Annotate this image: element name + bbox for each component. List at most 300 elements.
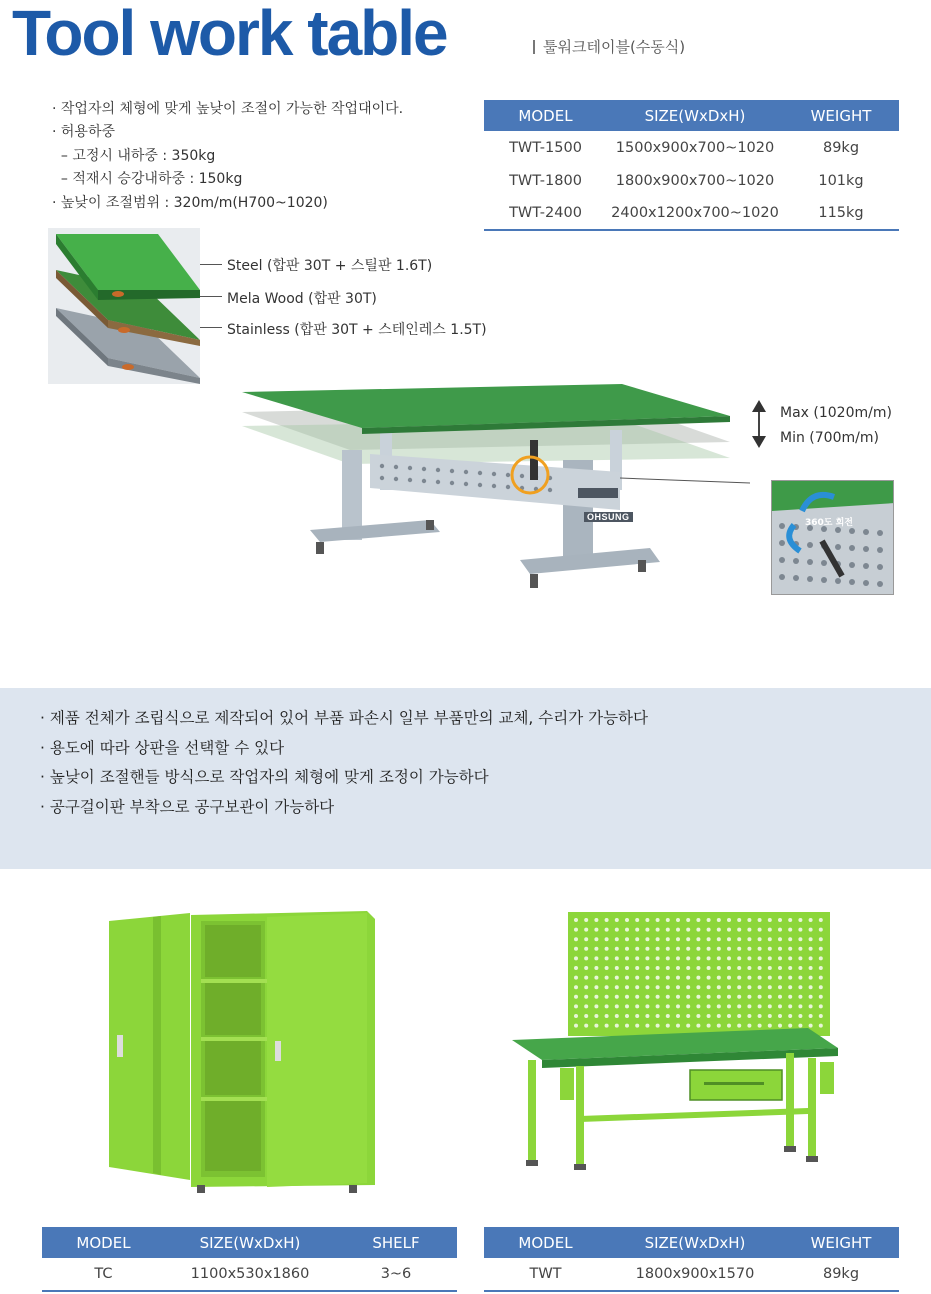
- pegboard-hole: [594, 937, 598, 941]
- pegboard-hole: [737, 928, 741, 932]
- pegboard-hole: [656, 1014, 660, 1018]
- table-cell: TWT-1800: [509, 172, 582, 189]
- pegboard-hole: [809, 1024, 813, 1028]
- pegboard-hole: [645, 995, 649, 999]
- pegboard-hole: [696, 937, 700, 941]
- pegboard-hole: [696, 985, 700, 989]
- pegboard-hole: [615, 937, 619, 941]
- pegboard-hole: [584, 976, 588, 980]
- leader-line: [200, 327, 222, 328]
- pegboard-hole: [798, 985, 802, 989]
- pegboard-hole: [758, 956, 762, 960]
- table-cell: 1800x900x700~1020: [615, 172, 775, 189]
- pegboard-hole: [686, 937, 690, 941]
- pegboard-hole: [635, 1014, 639, 1018]
- pegboard-hole: [605, 947, 609, 951]
- pegboard-hole: [788, 947, 792, 951]
- pegboard-hole: [656, 1024, 660, 1028]
- pegboard-hole: [737, 937, 741, 941]
- pegboard-hole: [584, 956, 588, 960]
- pegboard-hole: [696, 976, 700, 980]
- pegboard-hole: [635, 1024, 639, 1028]
- pegboard-hole: [594, 1014, 598, 1018]
- pegboard-hole: [788, 966, 792, 970]
- pegboard-hole: [696, 956, 700, 960]
- feature-item: – 고정시 내하중 : 350kg: [52, 147, 216, 164]
- pegboard-hole: [819, 976, 823, 980]
- pegboard-hole: [645, 947, 649, 951]
- pegboard-hole: [717, 966, 721, 970]
- pegboard-hole: [788, 985, 792, 989]
- pegboard-hole: [778, 918, 782, 922]
- pegboard-hole: [625, 937, 629, 941]
- pegboard-hole: [747, 1014, 751, 1018]
- pegboard-hole: [686, 1024, 690, 1028]
- pegboard-hole: [574, 956, 578, 960]
- pegboard-hole: [727, 995, 731, 999]
- pegboard-hole: [676, 928, 680, 932]
- pegboard-hole: [798, 1014, 802, 1018]
- pegboard-hole: [768, 1014, 772, 1018]
- pegboard-hole: [778, 995, 782, 999]
- pegboard-hole: [707, 1014, 711, 1018]
- pegboard-hole: [747, 966, 751, 970]
- pegboard-hole: [758, 1024, 762, 1028]
- pegboard-hole: [584, 928, 588, 932]
- pegboard-hole: [645, 937, 649, 941]
- table-cell: TWT: [484, 1258, 607, 1291]
- pegboard-hole: [625, 947, 629, 951]
- pegboard-hole: [727, 1024, 731, 1028]
- pegboard-hole: [707, 947, 711, 951]
- pegboard-hole: [758, 928, 762, 932]
- pegboard-hole: [656, 966, 660, 970]
- pegboard-hole: [798, 976, 802, 980]
- handle-detail-image: [771, 480, 894, 595]
- pegboard-hole: [666, 918, 670, 922]
- pegboard-hole: [778, 976, 782, 980]
- pegboard-hole: [809, 956, 813, 960]
- pegboard-hole: [737, 947, 741, 951]
- pegboard-hole: [758, 985, 762, 989]
- table-row: [484, 1258, 899, 1291]
- pegboard-hole: [798, 995, 802, 999]
- pegboard-hole: [768, 966, 772, 970]
- pegboard-hole: [625, 966, 629, 970]
- feature-list: [52, 98, 403, 215]
- pegboard-hole: [768, 1004, 772, 1008]
- subtitle-text: 툴워크테이블(수동식): [543, 38, 686, 56]
- pegboard-hole: [656, 995, 660, 999]
- pegboard-hole: [758, 976, 762, 980]
- pegboard-hole: [778, 1014, 782, 1018]
- pegboard-hole: [798, 956, 802, 960]
- pegboard-hole: [727, 918, 731, 922]
- pegboard-hole: [635, 928, 639, 932]
- pegboard-workbench-illustration: [508, 908, 848, 1173]
- pegboard-hole: [707, 918, 711, 922]
- table-cell: 101kg: [818, 172, 864, 189]
- pegboard-hole: [686, 1014, 690, 1018]
- pegboard-hole: [676, 1014, 680, 1018]
- pegboard-hole: [809, 947, 813, 951]
- brand-plate: OHSUNG: [584, 512, 633, 522]
- column-header: SIZE(WxDxH): [607, 1227, 783, 1258]
- pegboard-hole: [768, 918, 772, 922]
- pegboard-hole: [737, 1004, 741, 1008]
- pegboard-hole: [819, 1004, 823, 1008]
- pegboard-hole: [686, 976, 690, 980]
- pegboard-hole: [737, 966, 741, 970]
- pegboard-hole: [778, 1004, 782, 1008]
- pegboard-hole: [809, 1014, 813, 1018]
- column-header: MODEL: [484, 1227, 607, 1258]
- pegboard-hole: [768, 956, 772, 960]
- pegboard-hole: [615, 1014, 619, 1018]
- pegboard-hole: [686, 956, 690, 960]
- pegboard-hole: [615, 1024, 619, 1028]
- pegboard-hole: [768, 985, 772, 989]
- pegboard-hole: [696, 966, 700, 970]
- pegboard-hole: [645, 928, 649, 932]
- pegboard-hole: [666, 966, 670, 970]
- pegboard-hole: [645, 985, 649, 989]
- leader-line: [200, 296, 222, 297]
- column-header: WEIGHT: [783, 100, 899, 131]
- pegboard-hole: [676, 947, 680, 951]
- column-header: SIZE(WxDxH): [165, 1227, 335, 1258]
- pegboard-hole: [635, 1004, 639, 1008]
- table-row: [484, 164, 899, 197]
- pegboard-hole: [574, 976, 578, 980]
- pegboard-hole: [819, 966, 823, 970]
- page-subtitle: [533, 36, 685, 57]
- pegboard-hole: [696, 928, 700, 932]
- pegboard-hole: [615, 995, 619, 999]
- benefit-item: · 제품 전체가 조립식으로 제작되어 있어 부품 파손시 일부 부품만의 교체, 수리가 가능하다: [40, 709, 649, 727]
- pegboard-hole: [758, 1004, 762, 1008]
- pegboard-hole: [798, 947, 802, 951]
- pegboard-hole: [727, 928, 731, 932]
- pegboard-hole: [605, 1024, 609, 1028]
- table-cell: 89kg: [822, 139, 860, 156]
- pegboard-hole: [819, 928, 823, 932]
- pegboard-hole: [727, 985, 731, 989]
- benefit-item: · 공구걸이판 부착으로 공구보관이 가능하다: [40, 797, 335, 816]
- pegboard-hole: [798, 1004, 802, 1008]
- pegboard-hole: [727, 956, 731, 960]
- pegboard-hole: [768, 976, 772, 980]
- pegboard-hole: [798, 918, 802, 922]
- pegboard-hole: [747, 937, 751, 941]
- bench-spec-table: [484, 1227, 899, 1292]
- pegboard-hole: [758, 966, 762, 970]
- pegboard-hole: [788, 918, 792, 922]
- pegboard-hole: [615, 976, 619, 980]
- pegboard-hole: [594, 995, 598, 999]
- pegboard-hole: [584, 995, 588, 999]
- layer-label-stainless: Stainless (합판 30T + 스테인레스 1.5T): [227, 322, 487, 338]
- pegboard-hole: [809, 966, 813, 970]
- pegboard-hole: [686, 947, 690, 951]
- pegboard-hole: [625, 1024, 629, 1028]
- pegboard-hole: [584, 1004, 588, 1008]
- pegboard-hole: [758, 995, 762, 999]
- pegboard-hole: [819, 1014, 823, 1018]
- pegboard-hole: [737, 976, 741, 980]
- pegboard-hole: [676, 1004, 680, 1008]
- pegboard-hole: [819, 937, 823, 941]
- pegboard-hole: [696, 995, 700, 999]
- pegboard-hole: [686, 995, 690, 999]
- pegboard-hole: [645, 1024, 649, 1028]
- pegboard-hole: [727, 1004, 731, 1008]
- pegboard-hole: [768, 937, 772, 941]
- pegboard-hole: [758, 947, 762, 951]
- layer-label-steel: Steel (합판 30T + 스틸판 1.6T): [227, 258, 433, 274]
- pegboard-hole: [686, 966, 690, 970]
- pegboard-hole: [788, 928, 792, 932]
- pegboard-hole: [615, 966, 619, 970]
- pegboard-hole: [594, 985, 598, 989]
- pegboard-hole: [635, 995, 639, 999]
- pegboard-hole: [778, 956, 782, 960]
- tool-cabinet-illustration: [105, 905, 380, 1200]
- pegboard-hole: [584, 918, 588, 922]
- pegboard-hole: [656, 947, 660, 951]
- pegboard-hole: [594, 1024, 598, 1028]
- pegboard-hole: [676, 985, 680, 989]
- pegboard-hole: [625, 995, 629, 999]
- pegboard-hole: [666, 976, 670, 980]
- table-cell: 115kg: [783, 197, 899, 230]
- feature-item: · 허용하중: [52, 124, 115, 141]
- pegboard-hole: [605, 976, 609, 980]
- pegboard-hole: [574, 928, 578, 932]
- pegboard-hole: [768, 947, 772, 951]
- pegboard-hole: [717, 918, 721, 922]
- pegboard-hole: [594, 966, 598, 970]
- pegboard-hole: [819, 947, 823, 951]
- handle-detail-illustration: [772, 481, 894, 595]
- pegboard-hole: [696, 1024, 700, 1028]
- pegboard-hole: [819, 995, 823, 999]
- pegboard-hole: [798, 928, 802, 932]
- pegboard-hole: [686, 928, 690, 932]
- pegboard-hole: [574, 937, 578, 941]
- pegboard-hole: [717, 995, 721, 999]
- pegboard-hole: [727, 937, 731, 941]
- pegboard-hole: [676, 918, 680, 922]
- pegboard-hole: [778, 937, 782, 941]
- pegboard-hole: [717, 1004, 721, 1008]
- pegboard-hole: [778, 947, 782, 951]
- pegboard-hole: [615, 928, 619, 932]
- pegboard-hole: [635, 976, 639, 980]
- pegboard-hole: [809, 995, 813, 999]
- pegboard-hole: [686, 1004, 690, 1008]
- pegboard-hole: [737, 985, 741, 989]
- column-header: MODEL: [42, 1227, 165, 1258]
- pegboard-hole: [656, 1004, 660, 1008]
- table-row: [42, 1258, 457, 1291]
- pegboard-hole: [574, 1004, 578, 1008]
- pegboard-hole: [625, 918, 629, 922]
- pegboard-hole: [676, 976, 680, 980]
- pegboard-hole: [696, 1014, 700, 1018]
- arrow-down-icon: [752, 436, 766, 448]
- pegboard-hole: [574, 1014, 578, 1018]
- pegboard-hole: [605, 995, 609, 999]
- pegboard-hole: [625, 1004, 629, 1008]
- pegboard-hole: [747, 956, 751, 960]
- column-header: SHELF: [335, 1227, 457, 1258]
- pegboard-hole: [737, 1024, 741, 1028]
- pegboard-hole: [605, 1014, 609, 1018]
- pegboard-hole: [605, 956, 609, 960]
- pegboard-hole: [747, 918, 751, 922]
- pegboard-hole: [645, 1004, 649, 1008]
- pegboard-hole: [717, 947, 721, 951]
- pegboard-hole: [584, 985, 588, 989]
- pegboard-hole: [656, 956, 660, 960]
- pegboard-hole: [666, 1024, 670, 1028]
- pegboard-hole: [635, 918, 639, 922]
- pegboard-hole: [778, 928, 782, 932]
- pegboard-hole: [696, 947, 700, 951]
- pegboard-hole: [635, 985, 639, 989]
- benefit-item: · 높낮이 조절핸들 방식으로 작업자의 체형에 맞게 조정이 가능하다: [40, 768, 489, 786]
- rotation-label: 360도 회전: [805, 518, 854, 528]
- pegboard-hole: [707, 937, 711, 941]
- pegboard-hole: [707, 1004, 711, 1008]
- pegboard-hole: [768, 928, 772, 932]
- pegboard-hole: [696, 1004, 700, 1008]
- benefits-list: [40, 704, 648, 822]
- pegboard-hole: [666, 947, 670, 951]
- pegboard-hole: [615, 985, 619, 989]
- pegboard-hole: [696, 918, 700, 922]
- layer-label-mela-wood: Mela Wood (합판 30T): [227, 291, 377, 307]
- pegboard-hole: [666, 1014, 670, 1018]
- pegboard-hole: [645, 966, 649, 970]
- pegboard-hole: [625, 928, 629, 932]
- table-cell: TWT-1500: [509, 139, 582, 156]
- pegboard-hole: [788, 1014, 792, 1018]
- pegboard-hole: [707, 928, 711, 932]
- pegboard-hole: [798, 966, 802, 970]
- pegboard-hole: [584, 947, 588, 951]
- pegboard-hole: [717, 928, 721, 932]
- pegboard-hole: [819, 985, 823, 989]
- pegboard-hole: [676, 1024, 680, 1028]
- pegboard-hole: [747, 947, 751, 951]
- pegboard-hole: [809, 937, 813, 941]
- column-header: MODEL: [484, 100, 607, 131]
- pegboard-hole: [758, 918, 762, 922]
- pegboard-hole: [707, 966, 711, 970]
- pegboard-hole: [717, 956, 721, 960]
- pegboard-hole: [737, 995, 741, 999]
- pegboard-hole: [707, 1024, 711, 1028]
- pegboard-hole: [594, 976, 598, 980]
- pegboard-hole: [676, 937, 680, 941]
- pegboard-hole: [625, 1014, 629, 1018]
- pegboard-hole: [727, 947, 731, 951]
- pegboard-hole: [819, 1024, 823, 1028]
- pegboard-hole: [676, 995, 680, 999]
- pegboard-hole: [737, 1014, 741, 1018]
- pegboard-hole: [594, 918, 598, 922]
- pegboard-hole: [574, 985, 578, 989]
- pegboard-hole: [747, 1024, 751, 1028]
- pegboard-hole: [798, 937, 802, 941]
- spec-table: [484, 100, 899, 231]
- pegboard-hole: [768, 995, 772, 999]
- pegboard-hole: [656, 937, 660, 941]
- table-cell: TC: [42, 1258, 165, 1291]
- table-row: [484, 131, 899, 164]
- pegboard-hole: [809, 928, 813, 932]
- pegboard-hole: [605, 928, 609, 932]
- pegboard-hole: [666, 937, 670, 941]
- pegboard-hole: [666, 956, 670, 960]
- pegboard-hole: [819, 918, 823, 922]
- pegboard-hole: [788, 937, 792, 941]
- pegboard-hole: [594, 947, 598, 951]
- pegboard-hole: [778, 1024, 782, 1028]
- pegboard-hole: [645, 918, 649, 922]
- pegboard-hole: [686, 918, 690, 922]
- pegboard-hole: [635, 947, 639, 951]
- pegboard-hole: [574, 918, 578, 922]
- pegboard-hole: [666, 985, 670, 989]
- pegboard-hole: [707, 976, 711, 980]
- pegboard-hole: [584, 1014, 588, 1018]
- column-header: WEIGHT: [783, 1227, 899, 1258]
- pegboard-hole: [656, 918, 660, 922]
- pegboard-hole: [727, 1014, 731, 1018]
- height-min-label: Min (700m/m): [780, 430, 879, 446]
- pegboard-hole: [717, 937, 721, 941]
- table-cell: TWT-2400: [484, 197, 607, 230]
- pegboard-hole: [625, 985, 629, 989]
- pegboard-hole: [594, 956, 598, 960]
- table-cell: 2400x1200x700~1020: [607, 197, 783, 230]
- height-max-label: Max (1020m/m): [780, 405, 892, 421]
- pegboard-hole: [717, 1014, 721, 1018]
- pegboard-hole: [707, 995, 711, 999]
- pegboard-hole: [747, 985, 751, 989]
- leader-line: [200, 264, 222, 265]
- bench-table-header: [484, 1227, 899, 1258]
- pegboard-hole: [615, 1004, 619, 1008]
- pegboard-hole: [707, 956, 711, 960]
- benefit-item: · 용도에 따라 상판을 선택할 수 있다: [40, 738, 285, 757]
- feature-item: – 적재시 승강내하중 : 150kg: [52, 171, 243, 188]
- pegboard-hole: [809, 976, 813, 980]
- pegboard-hole: [656, 928, 660, 932]
- pegboard-hole: [788, 1024, 792, 1028]
- pegboard-hole: [584, 966, 588, 970]
- pegboard-hole: [686, 985, 690, 989]
- pegboard-hole: [625, 976, 629, 980]
- pegboard-hole: [747, 976, 751, 980]
- pegboard-hole: [584, 937, 588, 941]
- pegboard-hole: [574, 947, 578, 951]
- pegboard-hole: [778, 966, 782, 970]
- pegboard-hole: [707, 985, 711, 989]
